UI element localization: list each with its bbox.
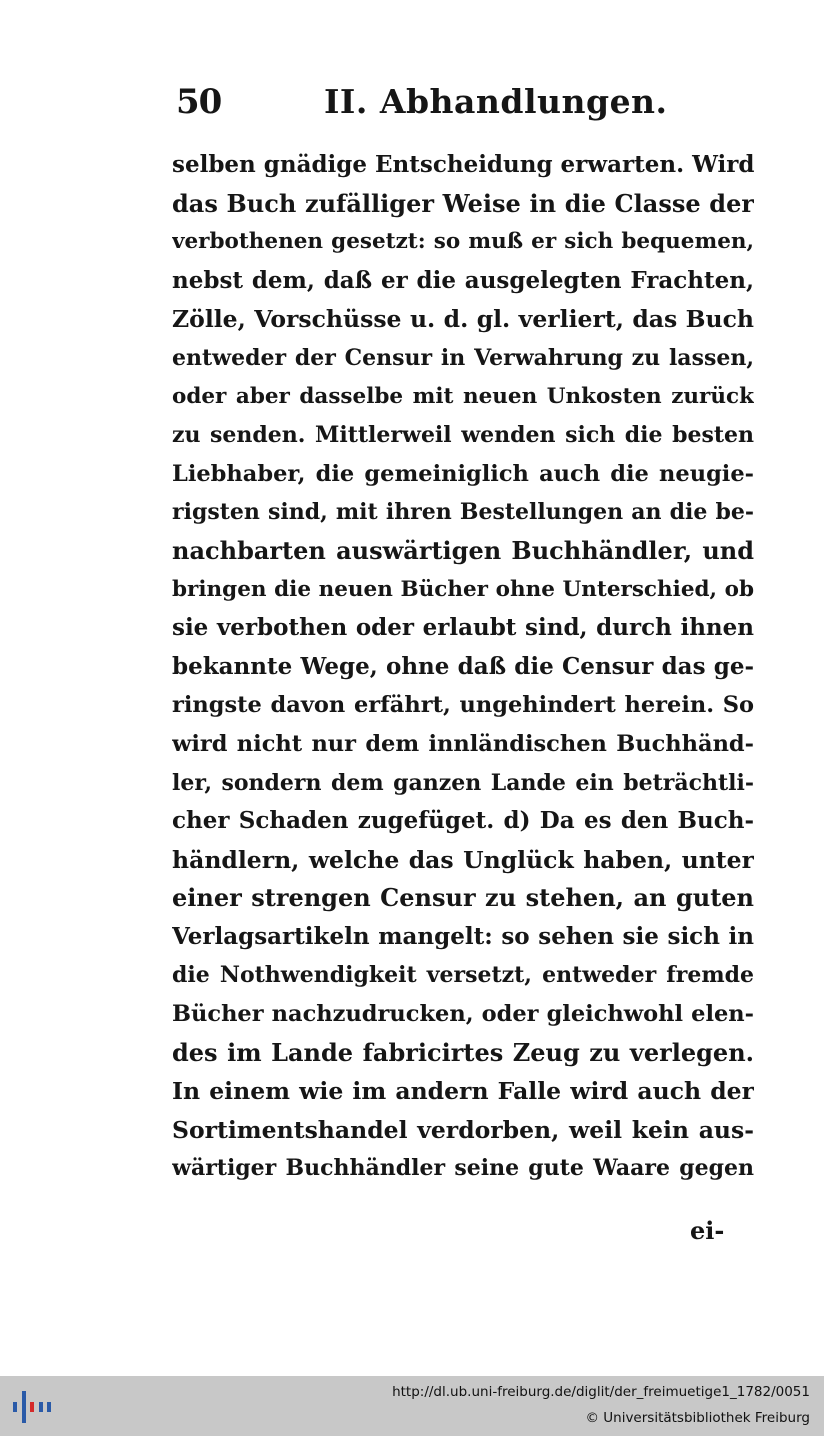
text-line: ringste davon erfährt, ungehindert herein. So bbox=[172, 692, 754, 719]
text-line: wärtiger Buchhändler seine gute Waare gegen bbox=[172, 1155, 754, 1182]
text-line: entweder der Censur in Verwahrung zu lassen, bbox=[172, 344, 754, 371]
running-head: II. Abhandlungen. bbox=[324, 82, 668, 121]
text-line: bringen die neuen Bücher ohne Unterschied, ob bbox=[172, 576, 754, 602]
text-line: wird nicht nur dem innländischen Buchhänd- bbox=[172, 730, 754, 757]
text-line: In einem wie im andern Falle wird auch der bbox=[172, 1077, 754, 1106]
text-line: oder aber dasselbe mit neuen Unkosten zurück bbox=[172, 383, 754, 409]
text-line: selben gnädige Entscheidung erwarten. Wird bbox=[172, 151, 754, 178]
text-line: nebst dem, daß er die ausgelegten Frachten, bbox=[172, 266, 754, 294]
text-line: Sortimentshandel verdorben, weil kein aus- bbox=[172, 1115, 754, 1144]
catchword: ei- bbox=[690, 1216, 725, 1245]
body-text bbox=[172, 146, 754, 1188]
text-line: des im Lande fabricirtes Zeug zu verlegen. bbox=[172, 1037, 754, 1067]
text-line: händlern, welche das Unglück haben, unter bbox=[172, 845, 754, 874]
text-line: ler, sondern dem ganzen Lande ein beträchtli- bbox=[172, 769, 754, 796]
text-line: bekannte Wege, ohne daß die Censur das ge- bbox=[172, 652, 754, 680]
text-line: zu senden. Mittlerweil wenden sich die besten bbox=[172, 422, 754, 449]
ub-freiburg-logo-icon bbox=[10, 1389, 54, 1425]
text-line: Liebhaber, die gemeiniglich auch die neugie- bbox=[172, 460, 754, 487]
text-line: verbothenen gesetzt: so muß er sich bequemen, bbox=[172, 229, 754, 255]
page-header bbox=[176, 82, 756, 122]
text-line: Bücher nachzudrucken, oder gleichwohl elen- bbox=[172, 1001, 754, 1028]
text-line: Zölle, Vorschüsse u. d. gl. verliert, das Buch bbox=[172, 305, 754, 334]
text-line: das Buch zufälliger Weise in die Classe der bbox=[172, 188, 754, 218]
source-url-link[interactable]: http://dl.ub.uni-freiburg.de/diglit/der_freimuetige1_1782/0051 bbox=[392, 1384, 810, 1400]
text-line: Verlagsartikeln mangelt: so sehen sie sich in bbox=[172, 922, 754, 950]
text-line: einer strengen Censur zu stehen, an guten bbox=[172, 883, 754, 913]
text-line: rigsten sind, mit ihren Bestellungen an die be- bbox=[172, 499, 754, 526]
text-line: nachbarten auswärtigen Buchhändler, und bbox=[172, 535, 754, 565]
text-line: sie verbothen oder erlaubt sind, durch ihnen bbox=[172, 614, 754, 642]
text-line: die Nothwendigkeit versetzt, entweder fremde bbox=[172, 962, 754, 989]
copyright-notice: © Universitätsbibliothek Freiburg bbox=[585, 1410, 810, 1426]
text-line: cher Schaden zugefüget. d) Da es den Buch- bbox=[172, 807, 754, 835]
page-number: 50 bbox=[176, 82, 222, 122]
viewer-footer bbox=[0, 1376, 824, 1436]
